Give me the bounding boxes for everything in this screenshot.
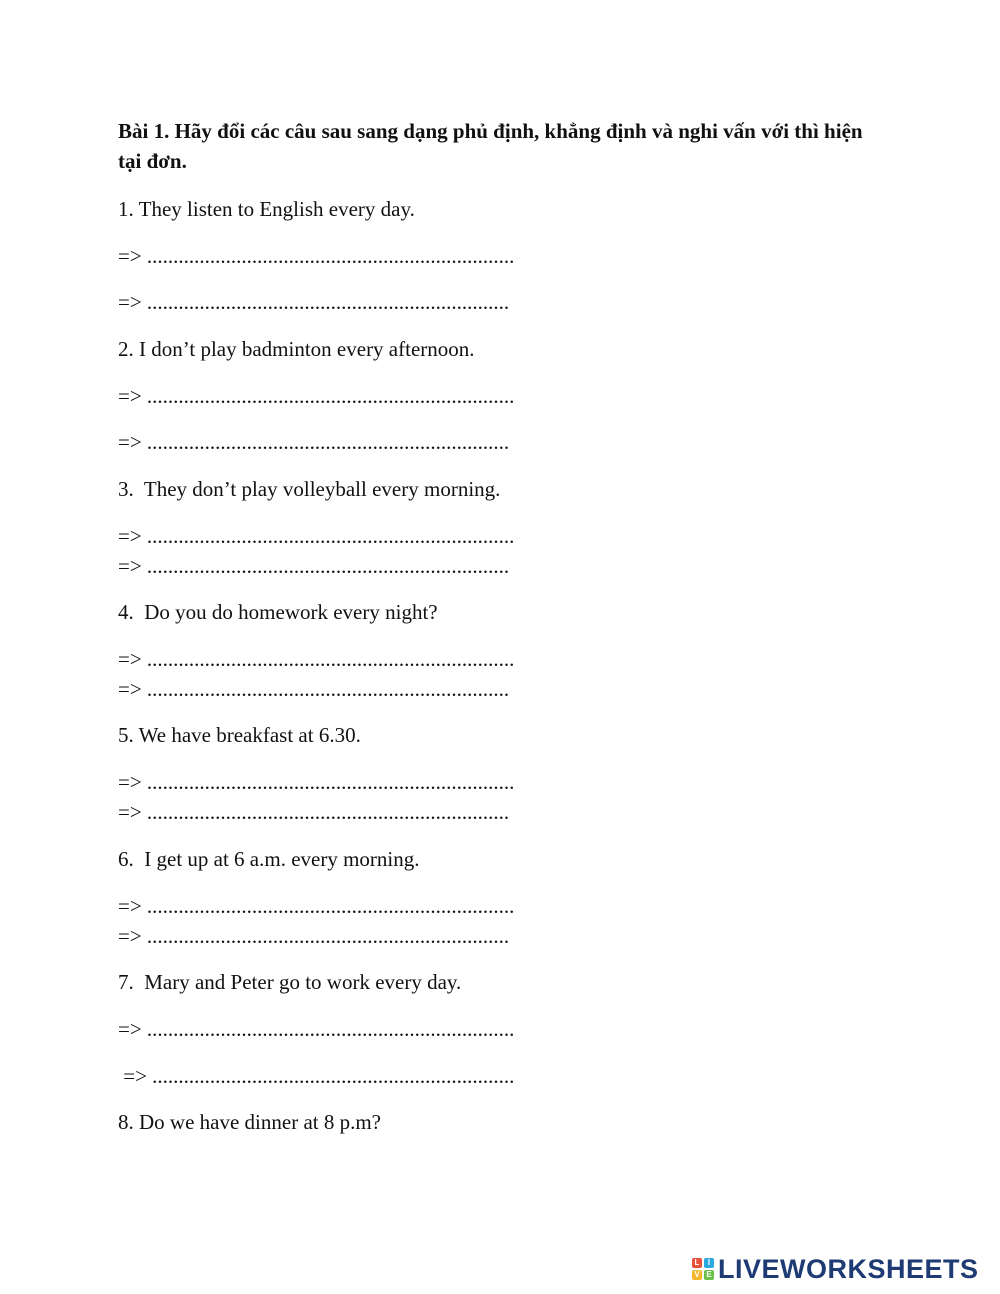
answer-line-4a: => ...................................................................... — [118, 647, 515, 671]
question-3: 3. They don’t play volleyball every morning. — [118, 477, 501, 501]
question-8: 8. Do we have dinner at 8 p.m? — [118, 1110, 382, 1134]
answer-line-6a: => ...................................................................... — [118, 894, 515, 918]
answer-line-6b: => ..................................................................... — [118, 924, 510, 948]
question-1: 1. They listen to English every day. — [118, 197, 415, 221]
liveworksheets-logo — [692, 1254, 979, 1284]
answer-line-4b: => ..................................................................... — [118, 677, 510, 701]
logo-mark-letter: L — [692, 1258, 702, 1268]
answer-line-1b: => ..................................................................... — [118, 290, 510, 314]
answer-line-7b: => ..................................................................... — [118, 1064, 515, 1088]
logo-mark-letter: I — [704, 1258, 714, 1268]
answer-line-3a: => ...................................................................... — [118, 524, 515, 548]
logo-text: LIVEWORKSHEETS — [718, 1253, 979, 1284]
answer-line-5a: => ...................................................................... — [118, 770, 515, 794]
answer-line-3b: => ..................................................................... — [118, 554, 510, 578]
answer-line-5b: => ..................................................................... — [118, 800, 510, 824]
question-4: 4. Do you do homework every night? — [118, 600, 438, 624]
question-2: 2. I don’t play badminton every afternoon. — [118, 337, 475, 361]
question-7: 7. Mary and Peter go to work every day. — [118, 970, 462, 994]
liveworksheets-mark-icon — [692, 1258, 714, 1280]
answer-line-2b: => ..................................................................... — [118, 430, 510, 454]
exercise-title: Bài 1. Hãy đổi các câu sau sang dạng phủ định, khẳng định và nghi vấn với thì hiện tại đơn. — [118, 119, 863, 173]
logo-mark-letter: E — [704, 1270, 714, 1280]
answer-line-1a: => ...................................................................... — [118, 244, 515, 268]
question-6: 6. I get up at 6 a.m. every morning. — [118, 847, 420, 871]
answer-line-7a: => ...................................................................... — [118, 1017, 515, 1041]
question-5: 5. We have breakfast at 6.30. — [118, 723, 361, 747]
answer-line-2a: => ...................................................................... — [118, 384, 515, 408]
logo-mark-letter: V — [692, 1270, 702, 1280]
